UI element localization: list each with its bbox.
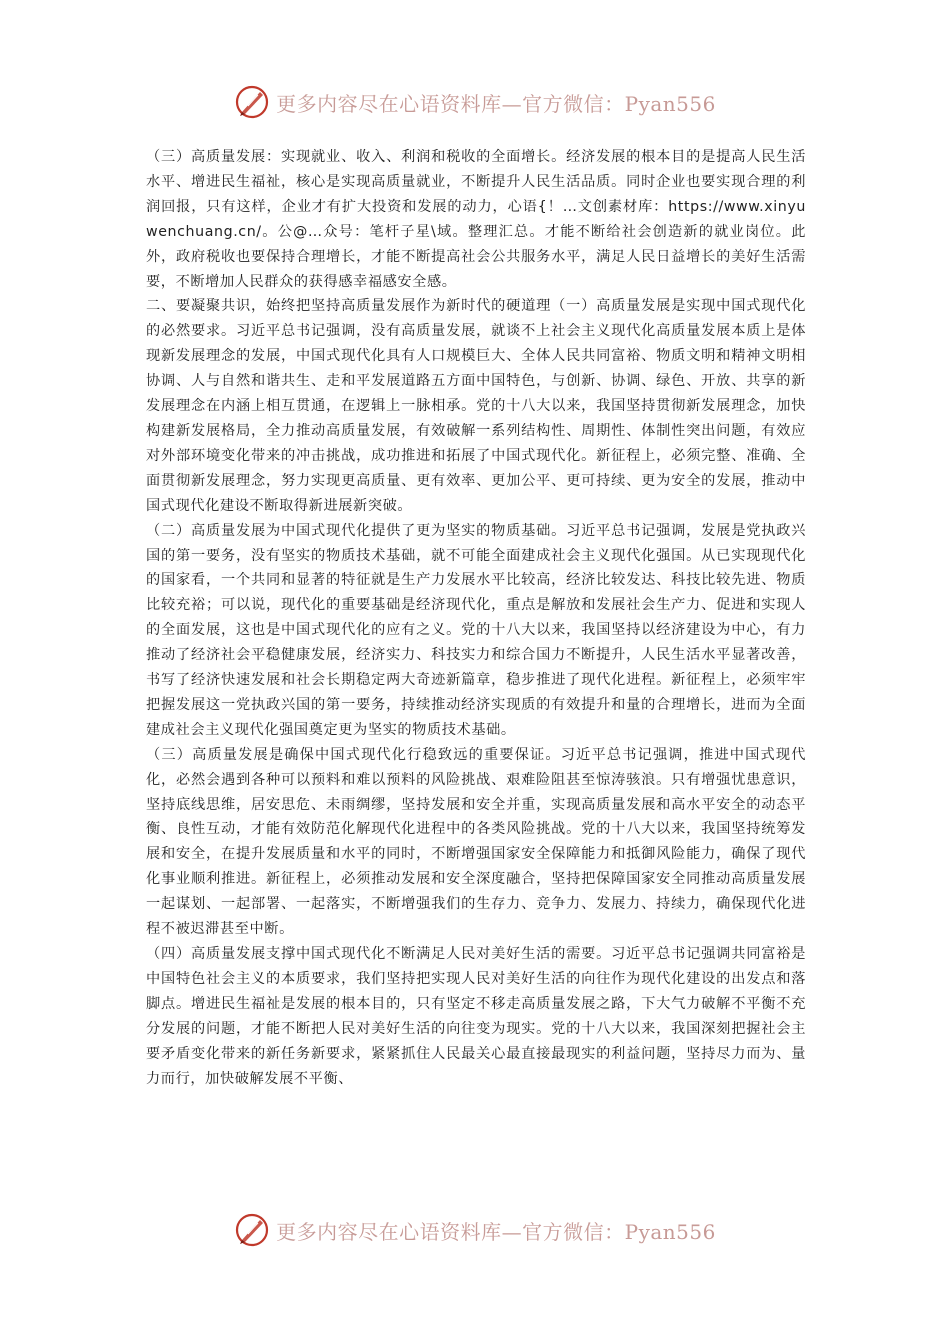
quill-logo-icon [234,84,270,120]
paragraph-2: 二、要凝聚共识，始终把坚持高质量发展作为新时代的硬道理（一）高质量发展是实现中国式现代化的必然要求。习近平总书记强调，没有高质量发展，就谈不上社会主义现代化高质量发展本质上是体现新发展理念的发展，中国式现代化具有人口规模巨大、全体人民共同富裕、物质文明和精神文明相协调、人与自然和谐共生、走和平发展道路五方面中国特色，与创新、协调、绿色、开放、共享的新发展理念在内涵上相互贯通，在逻辑上一脉相承。党的十八大以来，我国坚持贯彻新发展理念，加快构建新发展格局，全力推动高质量发展，有效破解一系列结构性、周期性、体制性突出问题，有效应对外部环境变化带来的冲击挑战，成功推进和拓展了中国式现代化。新征程上，必须完整、准确、全面贯彻新发展理念，努力实现更高质量、更有效率、更加公平、更可持续、更为安全的发展，推动中国式现代化建设不断取得新进展新突破。 [146,298,806,514]
document-body [146,145,806,1091]
footer-watermark-banner [0,1208,950,1252]
paragraph-1: （三）高质量发展：实现就业、收入、利润和税收的全面增长。经济发展的根本目的是提高人民生活水平、增进民生福祉，核心是实现高质量就业，不断提升人民生活品质。同时企业也要实现合理的利润回报，只有这样，企业才有扩大投资和发展的动力，心语{！…文创素材库：https://www.xinyuwenchuang.cn/。公@…众号：笔杆子星\域。整理汇总。才能不断给社会创造新的就业岗位。此外，政府税收也要保持合理增长，才能不断提高社会公共服务水平，满足人民日益增长的美好生活需要，不断增加人民群众的获得感幸福感安全感。 [146,149,806,290]
header-watermark-text: 更多内容尽在心语资料库—官方微信：Pyan556 [276,91,716,116]
header-watermark-banner [0,80,950,124]
quill-logo-icon [234,1212,270,1248]
paragraph-5: （四）高质量发展支撑中国式现代化不断满足人民对美好生活的需要。习近平总书记强调共同富裕是中国特色社会主义的本质要求，我们坚持把实现人民对美好生活的向往作为现代化建设的出发点和落脚点。增进民生福祉是发展的根本目的，只有坚定不移走高质量发展之路，下大气力破解不平衡不充分发展的问题，才能不断把人民对美好生活的向往变为现实。党的十八大以来，我国深刻把握社会主要矛盾变化带来的新任务新要求，紧紧抓住人民最关心最直接最现实的利益问题，坚持尽力而为、量力而行，加快破解发展不平衡、 [146,946,806,1087]
paragraph-3: （二）高质量发展为中国式现代化提供了更为坚实的物质基础。习近平总书记强调，发展是党执政兴国的第一要务，没有坚实的物质技术基础，就不可能全面建成社会主义现代化强国。从已实现现代化的国家看，一个共同和显著的特征就是生产力发展水平比较高，经济比较发达、科技比较先进、物质比较充裕；可以说，现代化的重要基础是经济现代化，重点是解放和发展社会生产力、促进和实现人的全面发展，这也是中国式现代化的应有之义。党的十八大以来，我国坚持以经济建设为中心，有力推动了经济社会平稳健康发展，经济实力、科技实力和综合国力不断提升，人民生活水平显著改善，书写了经济快速发展和社会长期稳定两大奇迹新篇章，稳步推进了现代化进程。新征程上，必须牢牢把握发展这一党执政兴国的第一要务，持续推动经济实现质的有效提升和量的合理增长，进而为全面建成社会主义现代化强国奠定更为坚实的物质技术基础。 [146,522,806,738]
footer-watermark-text: 更多内容尽在心语资料库—官方微信：Pyan556 [276,1219,716,1244]
paragraph-4: （三）高质量发展是确保中国式现代化行稳致远的重要保证。习近平总书记强调，推进中国式现代化，必然会遇到各种可以预料和难以预料的风险挑战、艰难险阻甚至惊涛骇浪。只有增强忧患意识，坚持底线思维，居安思危、未雨绸缪，坚持发展和安全并重，实现高质量发展和高水平安全的动态平衡、良性互动，才能有效防范化解现代化进程中的各类风险挑战。党的十八大以来，我国坚持统筹发展和安全，在提升发展质量和水平的同时，不断增强国家安全保障能力和抵御风险能力，确保了现代化事业顺利推进。新征程上，必须推动发展和安全深度融合，坚持把保障国家安全同推动高质量发展一起谋划、一起部署、一起落实，不断增强我们的生存力、竞争力、发展力、持续力，确保现代化进程不被迟滞甚至中断。 [146,746,806,938]
